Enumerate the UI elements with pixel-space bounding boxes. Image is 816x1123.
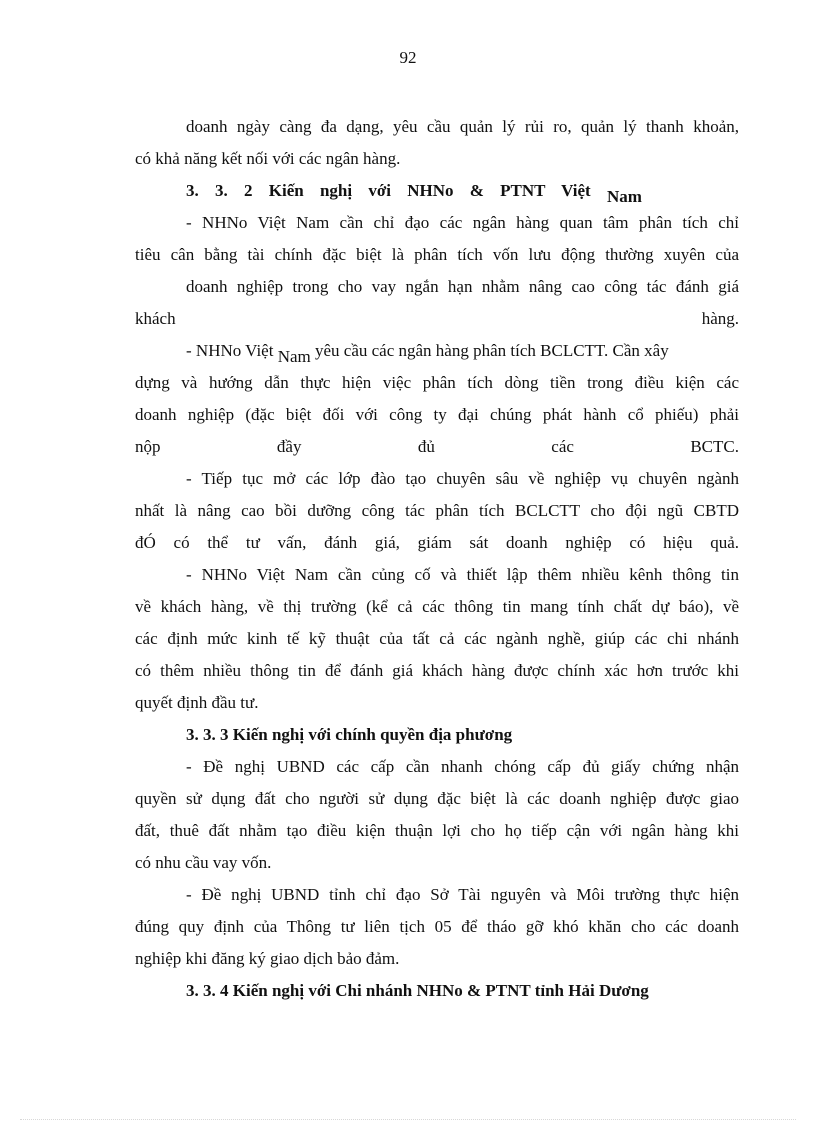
line-text: yêu cầu các ngân hàng phân tích BCLCTT. Cần xây xyxy=(314,341,669,360)
paragraph-line: doanh nghiệp (đặc biệt đối với công ty đại chúng phát hành cổ phiếu) phải xyxy=(135,405,739,424)
paragraph-line: - Đề nghị UBND tỉnh chỉ đạo Sở Tài nguyên và Môi trường thực hiện xyxy=(186,885,739,904)
document-body xyxy=(135,111,739,1007)
page-number: 92 xyxy=(399,48,417,67)
line-text: - NHNo Việt xyxy=(186,341,274,360)
subscript-text: Nam xyxy=(277,347,311,366)
paragraph-line: có khả năng kết nối với các ngân hàng. xyxy=(135,149,401,168)
paragraph-line: đÓ có thể tư vấn, đánh giá, giám sát doanh nghiệp có hiệu quả. xyxy=(135,533,739,552)
paragraph-line: nộp đầy đủ các BCTC. xyxy=(135,437,739,456)
paragraph-line: các định mức kinh tế kỹ thuật của tất cả các ngành nghề, giúp các chi nhánh xyxy=(135,629,739,648)
paragraph-line: quyết định đầu tư. xyxy=(135,693,259,712)
section-heading-3-3-2 xyxy=(135,175,739,207)
paragraph-line: doanh nghiệp trong cho vay ngắn hạn nhằm nâng cao công tác đánh giá xyxy=(186,277,739,296)
paragraph-line: doanh ngày càng đa dạng, yêu cầu quản lý rủi ro, quản lý thanh khoản, xyxy=(186,117,739,136)
paragraph-line: có thêm nhiều thông tin để đánh giá khách hàng được chính xác hơn trước khi xyxy=(135,661,739,680)
paragraph-line: đúng quy định của Thông tư liên tịch 05 để tháo gỡ khó khăn cho các doanh xyxy=(135,917,739,936)
paragraph-line: dựng và hướng dẫn thực hiện việc phân tích dòng tiền trong điều kiện các xyxy=(135,373,739,392)
paragraph-line: nhất là nâng cao bồi dưỡng công tác phân tích BCLCTT cho đội ngũ CBTD xyxy=(135,501,739,520)
paragraph-line: - NHNo Việt Nam cần chỉ đạo các ngân hàng quan tâm phân tích chỉ xyxy=(186,213,739,232)
paragraph-line: có nhu cầu vay vốn. xyxy=(135,853,272,872)
paragraph-line: quyền sử dụng đất cho người sử dụng đặc biệt là các doanh nghiệp được giao xyxy=(135,789,739,808)
page-bottom-rule xyxy=(20,1119,796,1120)
section-heading-3-3-3: 3. 3. 3 Kiến nghị với chính quyền địa phương xyxy=(186,725,513,744)
paragraph-line: - Đề nghị UBND các cấp cần nhanh chóng cấp đủ giấy chứng nhận xyxy=(186,757,739,776)
paragraph-line: tiêu cân bằng tài chính đặc biệt là phân tích vốn lưu động thường xuyên của xyxy=(135,245,739,264)
section-heading-text: 3. 3. 2 Kiến nghị với NHNo & PTNT Việt xyxy=(186,181,591,200)
paragraph-line: khách hàng. xyxy=(135,309,739,328)
paragraph-line: - NHNo Việt Nam cần củng cố và thiết lập thêm nhiều kênh thông tin xyxy=(186,565,739,584)
section-heading-3-3-4: 3. 3. 4 Kiến nghị với Chi nhánh NHNo & PTNT tỉnh Hải Dương xyxy=(186,981,649,1000)
paragraph-line: về khách hàng, về thị trường (kể cả các thông tin mang tính chất dự báo), về xyxy=(135,597,739,616)
paragraph-line: đất, thuê đất nhằm tạo điều kiện thuận lợi cho họ tiếp cận với ngân hàng khi xyxy=(135,821,739,840)
paragraph-line xyxy=(135,335,739,367)
paragraph-line: - Tiếp tục mở các lớp đào tạo chuyên sâu về nghiệp vụ chuyên ngành xyxy=(186,469,739,488)
section-heading-subscript: Nam xyxy=(606,187,642,206)
paragraph-line: nghiệp khi đăng ký giao dịch bảo đảm. xyxy=(135,949,400,968)
